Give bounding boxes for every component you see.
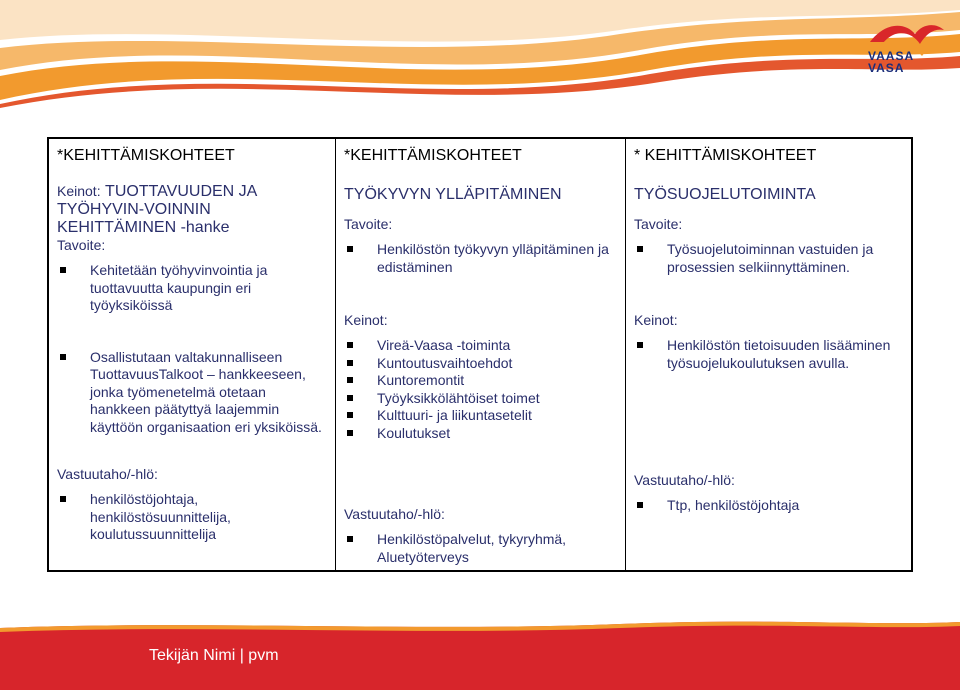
keinot-list (634, 337, 903, 372)
bullet-icon (637, 342, 643, 348)
vastuu-list (344, 531, 617, 566)
tavoite-label: Tavoite: (57, 237, 106, 253)
tavoite-label: Tavoite: (344, 216, 393, 232)
tavoite-list (634, 241, 903, 276)
list-item: Ttp, henkilöstöjohtaja (634, 497, 903, 515)
column-title: *KEHITTÄMISKOHTEET (57, 147, 235, 164)
list-item: Osallistutaan valtakunnalliseen TuottavuusTalkoot – hankkeeseen, jonka työmenetelmä otetaan hankkeen päätyttyä laajemmin käyttöön organisaation eri yksiköissä. (57, 349, 327, 437)
list-item: Henkilöstön työkyvyn ylläpitäminen ja edistäminen (344, 241, 617, 276)
logo-line-vaasa: VAASA (868, 49, 915, 63)
bullet-icon (347, 536, 353, 542)
keinot-label: Keinot: (344, 312, 388, 328)
tavoite-list (57, 262, 327, 436)
bullet-icon (347, 377, 353, 383)
logo-wordmark (868, 50, 948, 74)
vastuu-list (57, 491, 327, 544)
column-title: * KEHITTÄMISKOHTEET (634, 147, 817, 164)
header-swoosh-band (0, 0, 960, 115)
list-item: Kuntoutusvaihtoehdot (344, 355, 617, 373)
vastuu-label: Vastuutaho/-hlö: (344, 506, 445, 522)
tavoite-list (344, 241, 617, 276)
keinot-label: Keinot: (57, 183, 101, 199)
footer-swoosh-band (0, 620, 960, 690)
bullet-icon (637, 246, 643, 252)
vastuu-label: Vastuutaho/-hlö: (57, 466, 158, 482)
keinot-list (344, 337, 617, 442)
list-item: Kulttuuri- ja liikuntasetelit (344, 407, 617, 425)
column-work-ability (335, 139, 625, 570)
footer-author-date: Tekijän Nimi | pvm (149, 647, 279, 664)
list-item: Henkilöstöpalvelut, tykyryhmä, Aluetyöterveys (344, 531, 617, 566)
development-targets-table (47, 137, 913, 572)
bullet-icon (60, 354, 66, 360)
column-occupational-safety (625, 139, 911, 570)
bullet-icon (60, 267, 66, 273)
bullet-icon (347, 360, 353, 366)
bullet-icon (347, 430, 353, 436)
list-item: Vireä-Vaasa -toiminta (344, 337, 617, 355)
bullet-icon (60, 496, 66, 502)
section-subtitle: TYÖSUOJELUTOIMINTA (634, 186, 816, 203)
list-item: Työyksikkölähtöiset toimet (344, 390, 617, 408)
bullet-icon (637, 502, 643, 508)
list-item: Koulutukset (344, 425, 617, 443)
bullet-icon (347, 412, 353, 418)
column-productivity (49, 139, 335, 570)
keinot-label: Keinot: (634, 312, 678, 328)
vastuu-label: Vastuutaho/-hlö: (634, 472, 735, 488)
list-item: Kehitetään työhyvinvointia ja tuottavuutta kaupungin eri työyksiköissä (57, 262, 327, 315)
bullet-icon (347, 395, 353, 401)
list-item: henkilöstöjohtaja, henkilöstösuunnittelija, koulutussuunnittelija (57, 491, 327, 544)
list-item: Henkilöstön tietoisuuden lisääminen työsuojelukoulutuksen avulla. (634, 337, 903, 372)
project-name: TUOTTAVUUDEN JA TYÖHYVIN-VOINNIN KEHITTÄMINEN -hanke (57, 183, 257, 236)
column-title: *KEHITTÄMISKOHTEET (344, 147, 522, 164)
bullet-icon (347, 342, 353, 348)
list-item: Työsuojelutoiminnan vastuiden ja prosessien selkiinnyttäminen. (634, 241, 903, 276)
list-item: Kuntoremontit (344, 372, 617, 390)
logo-line-vasa: VASA (868, 61, 905, 75)
tavoite-label: Tavoite: (634, 216, 683, 232)
section-subtitle: TYÖKYVYN YLLÄPITÄMINEN (344, 186, 562, 203)
vastuu-list (634, 497, 903, 515)
bullet-icon (347, 246, 353, 252)
